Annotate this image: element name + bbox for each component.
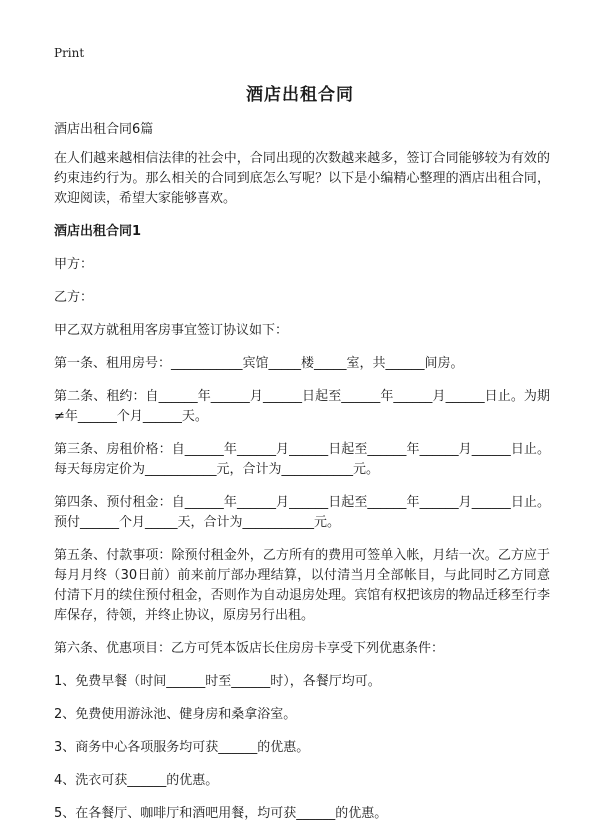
agreement-line: 甲乙双方就租用客房事宜签订协议如下： <box>54 323 289 338</box>
document-subtitle: 酒店出租合同6篇 <box>54 122 154 137</box>
document-body <box>54 120 550 837</box>
clause-6: 第六条、优惠项目：乙方可凭本饭店长住房房卡享受下列优惠条件： <box>54 641 445 656</box>
benefit-item: 2、免费使用游泳池、健身房和桑拿浴室。 <box>54 707 297 722</box>
benefit-item: 5、在各餐厅、咖啡厅和酒吧用餐，均可获______的优惠。 <box>54 806 388 821</box>
clause-3: 第三条、房租价格：自______年______月______日起至______年______月______日止。每天每房定价为___________元，合计为___________元。 <box>54 442 550 477</box>
benefit-item: 1、免费早餐（时间______时至______时），各餐厅均可。 <box>54 674 381 689</box>
party-a-line: 甲方： <box>54 257 94 272</box>
clause-5: 第五条、付款事项：除预付租金外，乙方所有的费用可签单入帐，月结一次。乙方应于每月月终（30日前）前来前厅部办理结算，以付清当月全部帐目，与此同时乙方同意付清下月的续住预付租金，否则作为自动退房处理。宾馆有权把该房的物品迁移至行李库保存，待领，并终止协议，原房另行出租。 <box>54 548 550 623</box>
clause-2: 第二条、租约：自______年______月______日起至______年______月______日止。为期≠年______个月______天。 <box>54 389 550 424</box>
clause-4: 第四条、预付租金：自______年______月______日起至______年______月______日止。预付______个月_____天，合计为___________元。 <box>54 495 550 530</box>
clause-1: 第一条、租用房号：___________宾馆_____楼_____室，共______间房。 <box>54 356 464 371</box>
section-heading: 酒店出租合同1 <box>54 224 142 239</box>
benefit-item: 4、洗衣可获______的优惠。 <box>54 773 219 788</box>
print-link[interactable]: Print <box>54 46 85 60</box>
document-title: 酒店出租合同 <box>246 85 354 105</box>
benefit-item: 3、商务中心各项服务均可获______的优惠。 <box>54 740 310 755</box>
party-b-line: 乙方： <box>54 290 94 305</box>
intro-paragraph: 在人们越来越相信法律的社会中，合同出现的次数越来越多，签订合同能够较为有效的约束违约行为。那么相关的合同到底怎么写呢？以下是小编精心整理的酒店出租合同，欢迎阅读，希望大家能够喜欢。 <box>54 151 550 206</box>
